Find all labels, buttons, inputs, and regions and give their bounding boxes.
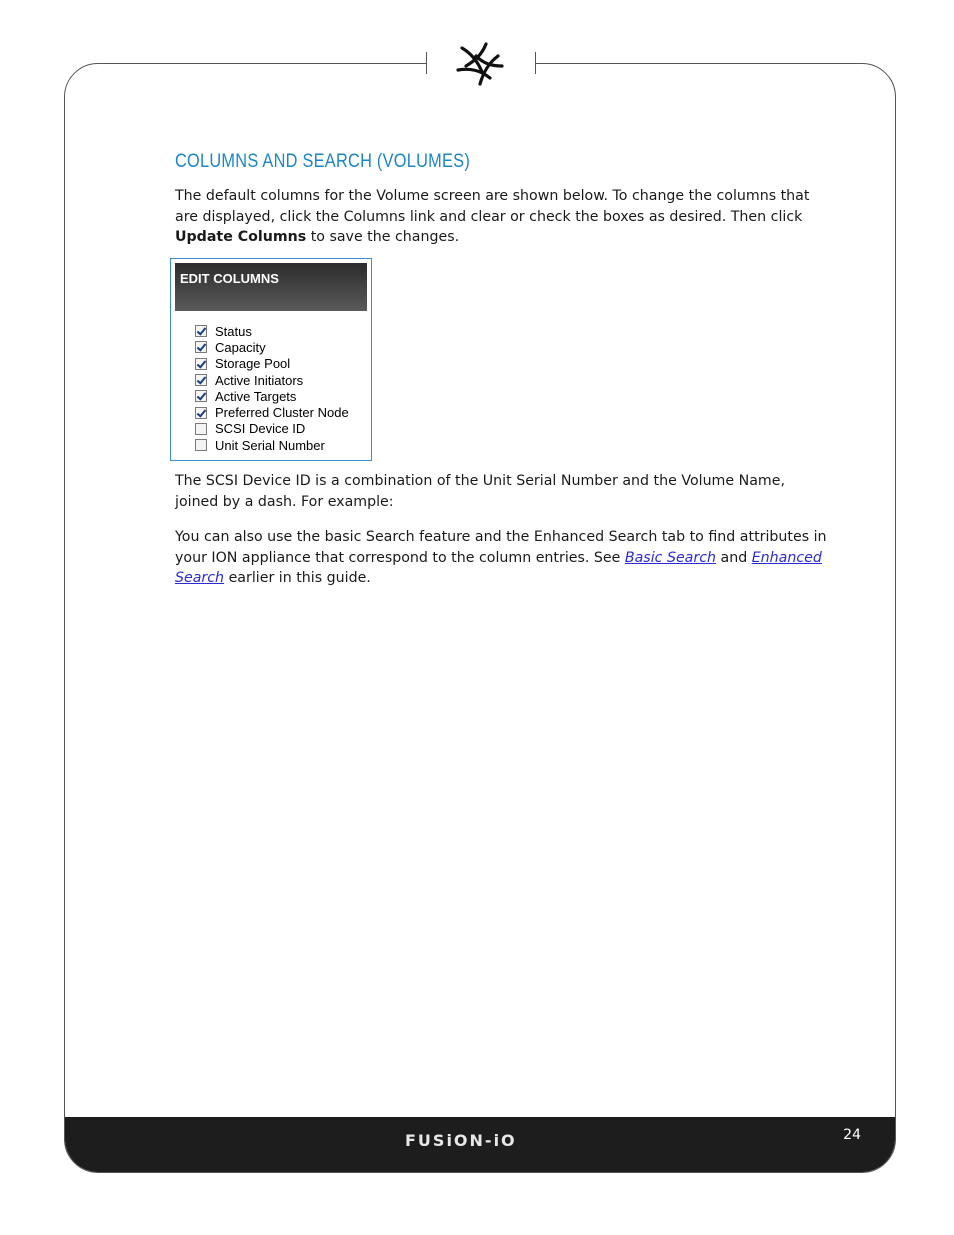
intro-paragraph <box>175 186 830 248</box>
column-option-label: Active Initiators <box>215 372 304 388</box>
header-divider-right <box>535 52 536 74</box>
column-option[interactable] <box>195 372 349 388</box>
column-checkbox[interactable] <box>195 407 207 419</box>
column-checkbox[interactable] <box>195 374 207 386</box>
column-option-label: Preferred Cluster Node <box>215 405 349 421</box>
column-option[interactable] <box>195 388 349 404</box>
search-paragraph <box>175 527 830 589</box>
section-heading: COLUMNS AND SEARCH (VOLUMES) <box>175 151 471 172</box>
column-checkbox[interactable] <box>195 390 207 402</box>
intro-text-end: to save the changes. <box>306 229 460 245</box>
enhanced-search-link[interactable]: Enhanced Search <box>175 549 822 586</box>
column-option[interactable] <box>195 437 349 453</box>
brand-logo: FUSiON-iO <box>405 1131 517 1150</box>
column-option[interactable] <box>195 404 349 420</box>
search-text: You can also use the basic Search feature and the Enhanced Search tab to find attributes in your ION appliance that correspond to the column entries. See <box>175 529 827 566</box>
page-number: 24 <box>843 1127 861 1143</box>
update-columns-bold: Update Columns <box>175 229 307 245</box>
header-divider-left <box>426 52 427 74</box>
column-option-label: Unit Serial Number <box>215 437 325 453</box>
column-checkbox-list <box>195 323 349 453</box>
column-option[interactable] <box>195 356 349 372</box>
edit-columns-header <box>175 263 367 311</box>
column-checkbox[interactable] <box>195 423 207 435</box>
column-option-label: Capacity <box>215 339 266 355</box>
column-option[interactable] <box>195 323 349 339</box>
column-option-label: Storage Pool <box>215 356 291 372</box>
column-option[interactable] <box>195 339 349 355</box>
column-option-label: Status <box>215 323 252 339</box>
search-text-and: and <box>716 549 752 566</box>
fusion-io-star-logo-icon <box>452 40 508 90</box>
search-text-end: earlier in this guide. <box>224 570 371 586</box>
column-checkbox[interactable] <box>195 358 207 370</box>
column-checkbox[interactable] <box>195 325 207 337</box>
edit-columns-title: EDIT COLUMNS <box>180 271 279 286</box>
column-option[interactable] <box>195 421 349 437</box>
column-option-label: SCSI Device ID <box>215 421 306 437</box>
column-checkbox[interactable] <box>195 341 207 353</box>
scsi-paragraph: The SCSI Device ID is a combination of the Unit Serial Number and the Volume Name, joined by a dash. For example: <box>175 473 785 510</box>
edit-columns-panel <box>170 258 372 461</box>
column-checkbox[interactable] <box>195 439 207 451</box>
basic-search-link[interactable]: Basic Search <box>624 549 716 566</box>
column-option-label: Active Targets <box>215 388 297 404</box>
footer-bar <box>65 1117 895 1172</box>
intro-text: The default columns for the Volume screen are shown below. To change the columns that are displayed, click the Columns link and clear or check the boxes as desired. Then click <box>175 188 810 225</box>
